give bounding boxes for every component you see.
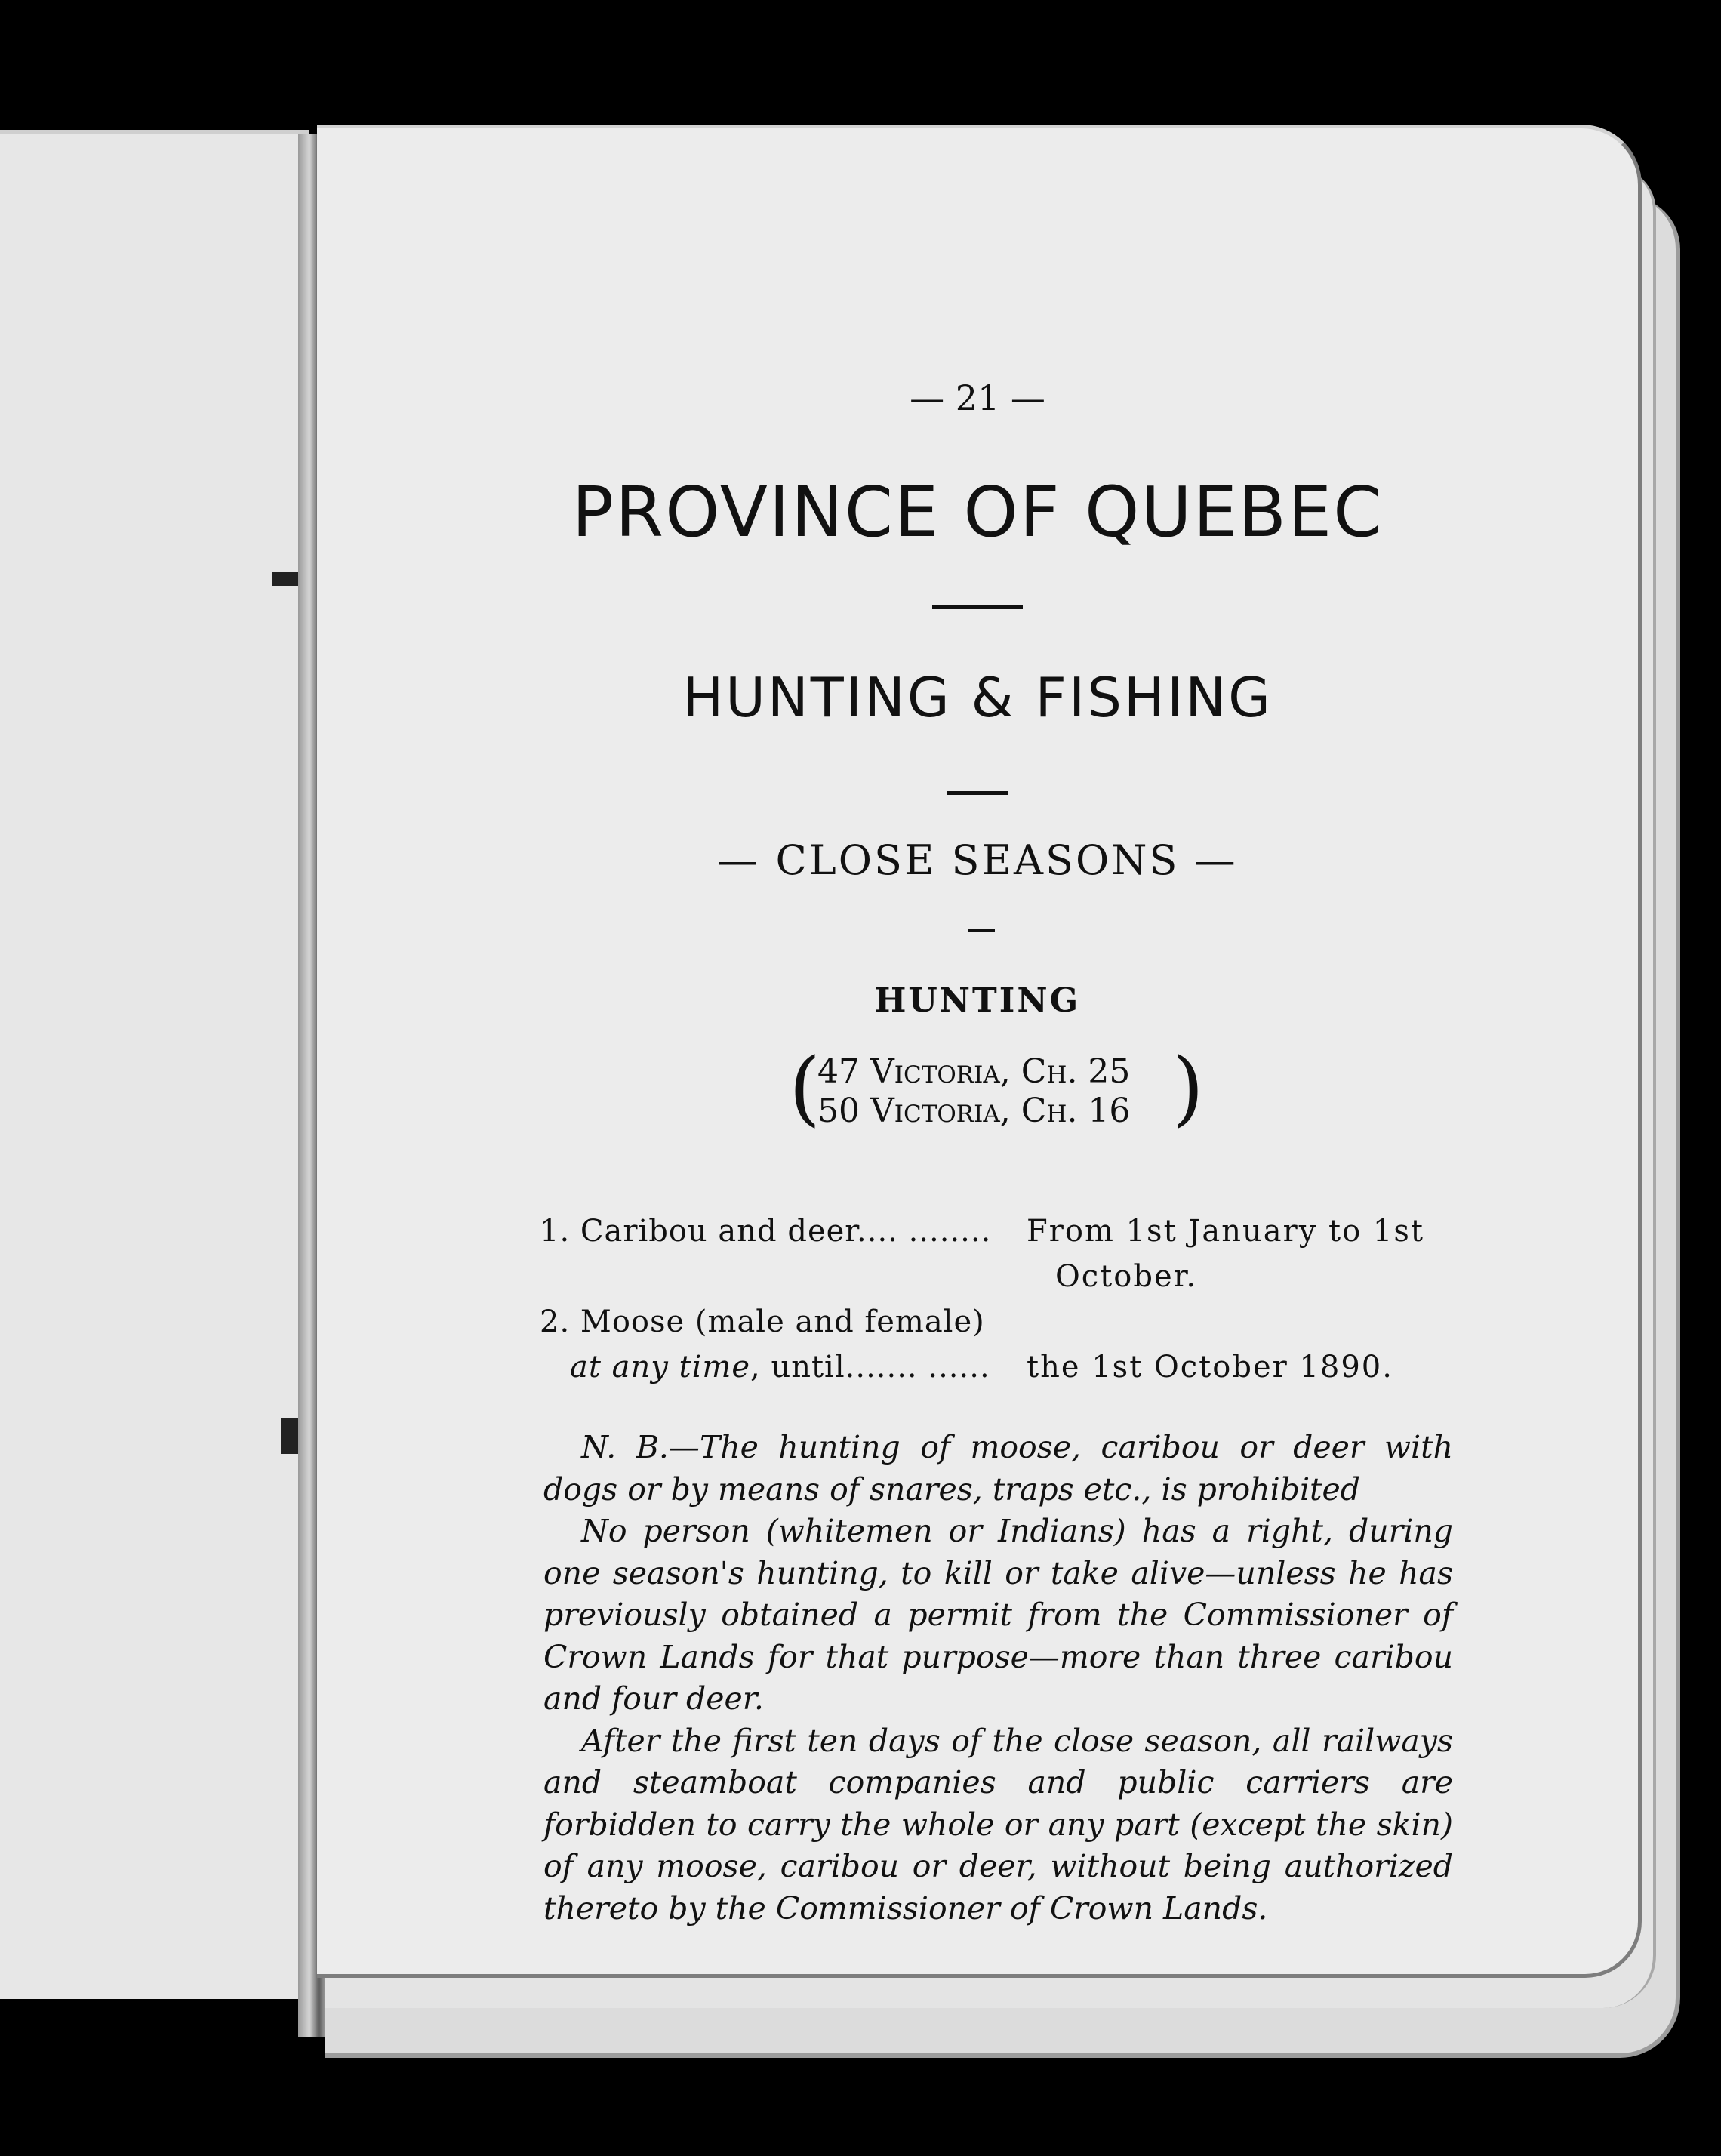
emphasis: at any time xyxy=(570,1350,751,1384)
notes-block xyxy=(543,1427,1453,1930)
page-number: — 21 — xyxy=(910,377,1045,418)
statute-line: 47 Victoria, Ch. 25 xyxy=(817,1052,1131,1091)
list-item xyxy=(540,1350,1445,1395)
season-period: the 1st October 1890. xyxy=(1027,1350,1393,1384)
right-brace: ) xyxy=(1171,1041,1204,1135)
statute-line: 50 Victoria, Ch. 16 xyxy=(817,1092,1131,1130)
page-title: PROVINCE OF QUEBEC xyxy=(571,472,1384,553)
divider xyxy=(968,929,995,932)
statute-reference xyxy=(789,1041,1204,1140)
left-page xyxy=(0,130,309,1999)
game-item-suffix: , until....... ...... xyxy=(750,1350,990,1384)
divider xyxy=(932,605,1023,609)
note-paragraph: After the first ten days of the close season, all railways and steamboat companies and public carriers are forbidden to carry the whole or any part (except the skin) of any moose, caribou or deer, without being authorized thereto by the Commissioner of Crown Lands. xyxy=(543,1722,1453,1927)
close-season-list xyxy=(540,1214,1445,1395)
page-subtitle: HUNTING & FISHING xyxy=(682,666,1273,729)
subsection-heading: HUNTING xyxy=(874,981,1081,1020)
season-period: From 1st January to 1st xyxy=(1027,1214,1424,1249)
game-item: 2. Moose (male and female) xyxy=(540,1304,985,1339)
season-period-continued: October. xyxy=(1055,1259,1198,1294)
game-item: 1. Caribou and deer.... ........ xyxy=(540,1214,992,1249)
note-paragraph: N. B.—The hunting of moose, caribou or deer with dogs or by means of snares, traps etc., is prohibited xyxy=(543,1429,1453,1508)
note-paragraph: No person (whitemen or Indians) has a right, during one season's hunting, to kill or take alive—unless he has previously obtained a permit from the Commissioner of Crown Lands for that purpose—more than three caribou and four deer. xyxy=(543,1513,1453,1717)
list-item xyxy=(540,1214,1445,1259)
list-item xyxy=(540,1259,1445,1304)
game-item-continued xyxy=(570,1350,990,1384)
divider xyxy=(947,791,1008,795)
document-page xyxy=(317,125,1642,1978)
section-heading: — CLOSE SEASONS — xyxy=(717,836,1238,884)
left-brace: ( xyxy=(789,1041,821,1135)
list-item xyxy=(540,1304,1445,1350)
